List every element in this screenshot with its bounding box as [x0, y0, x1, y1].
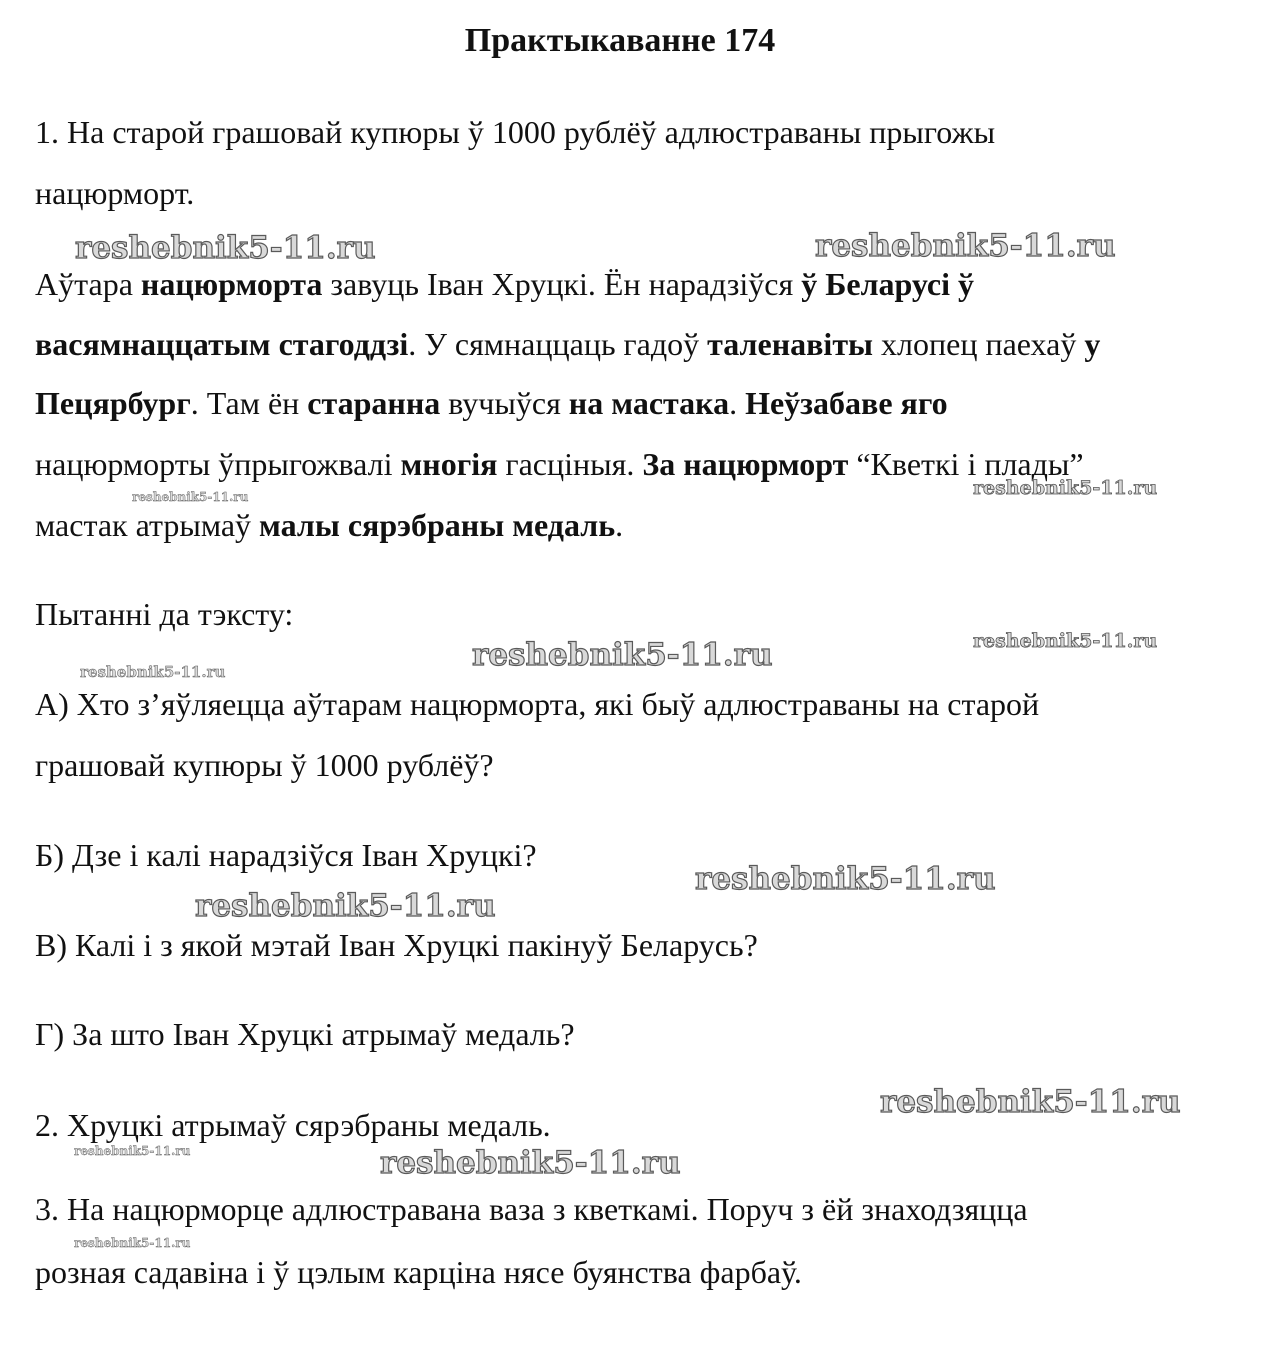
bold-span: За нацюрморт: [642, 446, 849, 482]
watermark: reshebnik5-11.ru: [472, 637, 773, 673]
text-line-1: [35, 262, 974, 306]
question-g: Г) За што Іван Хруцкі атрымаў медаль?: [35, 1016, 575, 1052]
text-span: хлопец паехаў: [873, 326, 1085, 362]
answer-1-line-2: нацюрморт.: [35, 175, 195, 211]
bold-span: старанна: [307, 385, 441, 421]
text-span: гасціныя.: [497, 446, 643, 482]
watermark: reshebnik5-11.ru: [75, 230, 376, 266]
watermark: reshebnik5-11.ru: [380, 1145, 681, 1181]
bold-span: Неўзабаве яго: [745, 385, 948, 421]
text-span: “Кветкі і плады”: [848, 446, 1084, 482]
watermark: reshebnik5-11.ru: [195, 888, 496, 924]
questions-heading: Пытанні да тэксту:: [35, 596, 294, 632]
watermark: reshebnik5-11.ru: [74, 1144, 191, 1158]
question-b: Б) Дзе і калі нарадзіўся Іван Хруцкі?: [35, 837, 537, 873]
watermark: reshebnik5-11.ru: [80, 663, 226, 681]
text-span: Аўтара: [35, 266, 141, 302]
question-v: В) Калі і з якой мэтай Іван Хруцкі пакінуў Беларусь?: [35, 927, 758, 963]
question-a-line-1: А) Хто з’яўляецца аўтарам нацюрморта, які быў адлюстраваны на старой: [35, 686, 1040, 722]
watermark: reshebnik5-11.ru: [973, 477, 1158, 499]
bold-span: на мастака: [568, 385, 730, 421]
bold-span: таленавіты: [707, 326, 874, 362]
question-a-line-2: грашовай купюры ў 1000 рублёў?: [35, 747, 494, 783]
answer-1-line-1: 1. На старой грашовай купюры ў 1000 рублёў адлюстраваны прыгожы: [35, 114, 996, 150]
answer-2: 2. Хруцкі атрымаў сярэбраны медаль.: [35, 1107, 551, 1143]
bold-span: васямнаццатым стагоддзі: [35, 326, 409, 362]
bold-span: нацюрморта: [140, 266, 323, 302]
text-span: нацюрморты ўпрыгожвалі: [35, 446, 401, 482]
watermark: reshebnik5-11.ru: [815, 228, 1116, 264]
text-span: . Там ён: [190, 385, 308, 421]
watermark: reshebnik5-11.ru: [973, 630, 1158, 652]
watermark: reshebnik5-11.ru: [880, 1084, 1181, 1120]
text-span: .: [729, 385, 746, 421]
bold-span: ў Беларусі ў: [801, 266, 975, 302]
bold-span: у: [1084, 326, 1101, 362]
text-span: мастак атрымаў: [35, 507, 260, 543]
watermark: reshebnik5-11.ru: [695, 861, 996, 897]
answer-3-line-2: розная садавіна і ў цэлым карціна нясе буянства фарбаў.: [35, 1254, 802, 1290]
text-line-2: [35, 322, 1100, 366]
page-title: Практыкаванне 174: [464, 22, 776, 59]
text-span: .: [615, 507, 624, 543]
text-line-3: [35, 381, 948, 425]
text-span: . У сямнаццаць гадоў: [408, 326, 708, 362]
watermark: reshebnik5-11.ru: [74, 1236, 191, 1250]
text-line-4: [35, 442, 1084, 486]
answer-3-line-1: 3. На нацюрморце адлюстравана ваза з кветкамі. Поруч з ёй знаходзяцца: [35, 1191, 1028, 1227]
bold-span: малы сярэбраны медаль: [259, 507, 616, 543]
bold-span: Пецярбург: [35, 385, 191, 421]
bold-span: многія: [400, 446, 498, 482]
text-span: вучыўся: [440, 385, 569, 421]
watermark: reshebnik5-11.ru: [132, 490, 249, 504]
text-span: завуць Іван Хруцкі. Ён нарадзіўся: [322, 266, 802, 302]
text-line-5: [35, 503, 623, 547]
